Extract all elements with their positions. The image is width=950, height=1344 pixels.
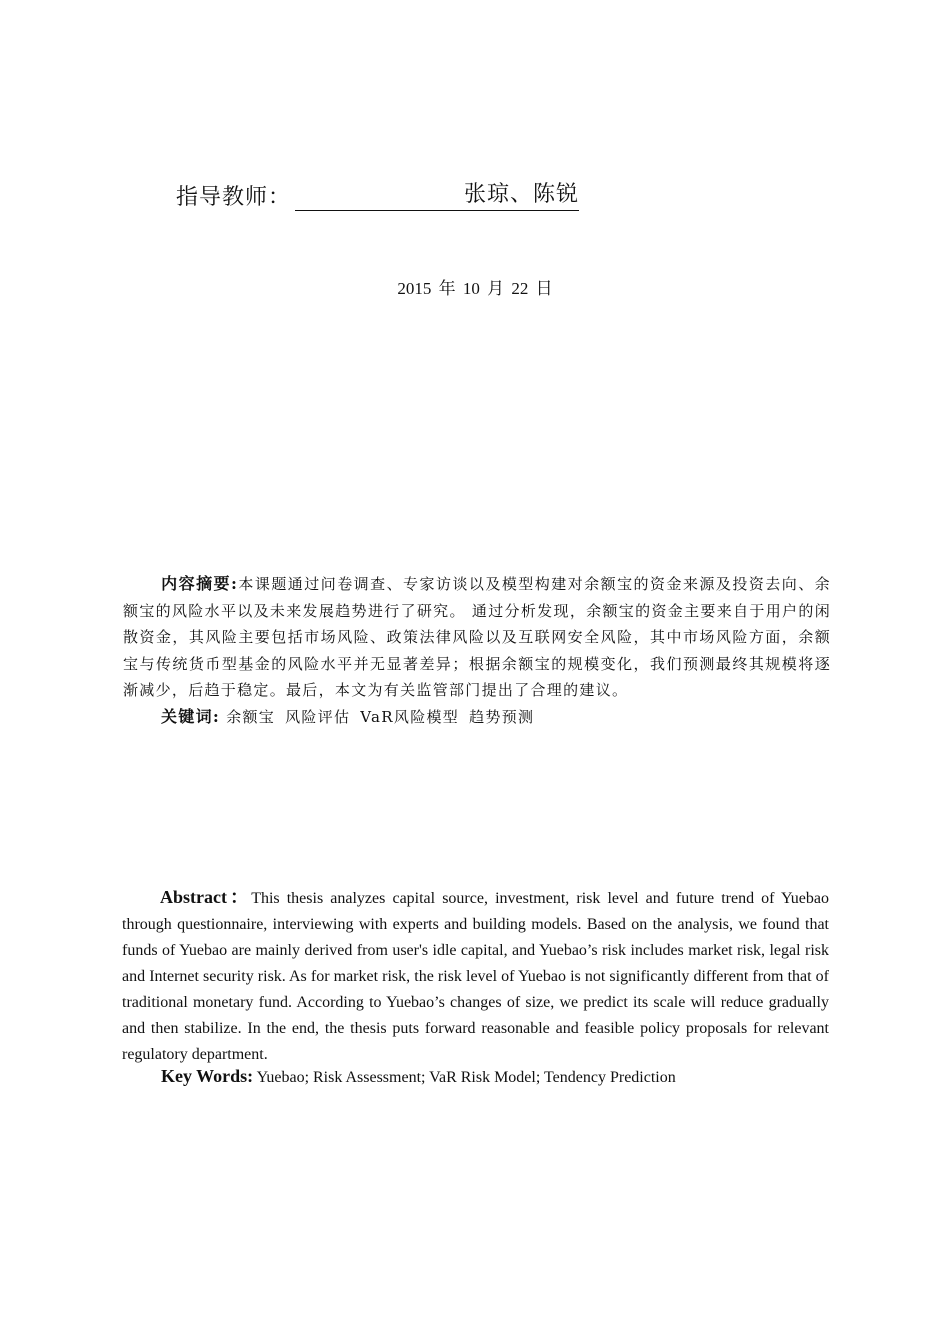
chinese-keyword: 趋势预测 bbox=[469, 708, 535, 726]
chinese-abstract-label: 内容摘要: bbox=[161, 574, 239, 593]
english-abstract bbox=[122, 884, 829, 1068]
submission-date: 2015 年 10 月 22 日 bbox=[397, 279, 553, 298]
advisor-names: 张琼、陈锐 bbox=[295, 180, 579, 211]
english-keywords bbox=[161, 1066, 676, 1087]
chinese-keyword: 余额宝 bbox=[226, 708, 276, 726]
chinese-keyword: 风险评估 bbox=[285, 708, 351, 726]
english-abstract-label: Abstract： bbox=[160, 887, 252, 907]
english-abstract-text: This thesis analyzes capital source, investment, risk level and future trend of Yuebao through questionnaire, interviewing with experts and building models. Based on the analysis, we found that funds of Yuebao are mainly derived from user's idle capital, and Yuebao’s risk includes market risk, legal risk and Internet security risk. As for market risk, the risk level of Yuebao is not significantly different from that of traditional monetary fund. According to Yuebao’s changes of size, we predict its scale will reduce gradually and then stabilize. In the end, the thesis puts forward reasonable and feasible policy proposals for relevant regulatory department. bbox=[122, 890, 829, 1063]
english-keywords-label: Key Words: bbox=[161, 1066, 254, 1086]
chinese-keyword: VaR风险模型 bbox=[360, 708, 460, 726]
chinese-keywords-label: 关键词: bbox=[161, 707, 221, 726]
chinese-abstract-text: 本课题通过问卷调查、专家访谈以及模型构建对余额宝的资金来源及投资去向、余额宝的风险水平以及未来发展趋势进行了研究。 通过分析发现，余额宝的资金主要来自于用户的闲散资金，其风险主要包括市场风险、政策法律风险以及互联网安全风险，其中市场风险方面，余额宝与传统货币型基金的风险水平并无显著差异；根据余额宝的规模变化，我们预测最终其规模将逐渐减少，后趋于稳定。最后，本文为有关监管部门提出了合理的建议。 bbox=[123, 575, 831, 699]
advisor-line bbox=[176, 180, 579, 216]
english-keywords-text: Yuebao; Risk Assessment; VaR Risk Model; Tendency Prediction bbox=[256, 1069, 676, 1086]
advisor-label: 指导教师： bbox=[176, 185, 292, 210]
chinese-abstract bbox=[123, 571, 831, 704]
chinese-keywords bbox=[161, 704, 544, 727]
